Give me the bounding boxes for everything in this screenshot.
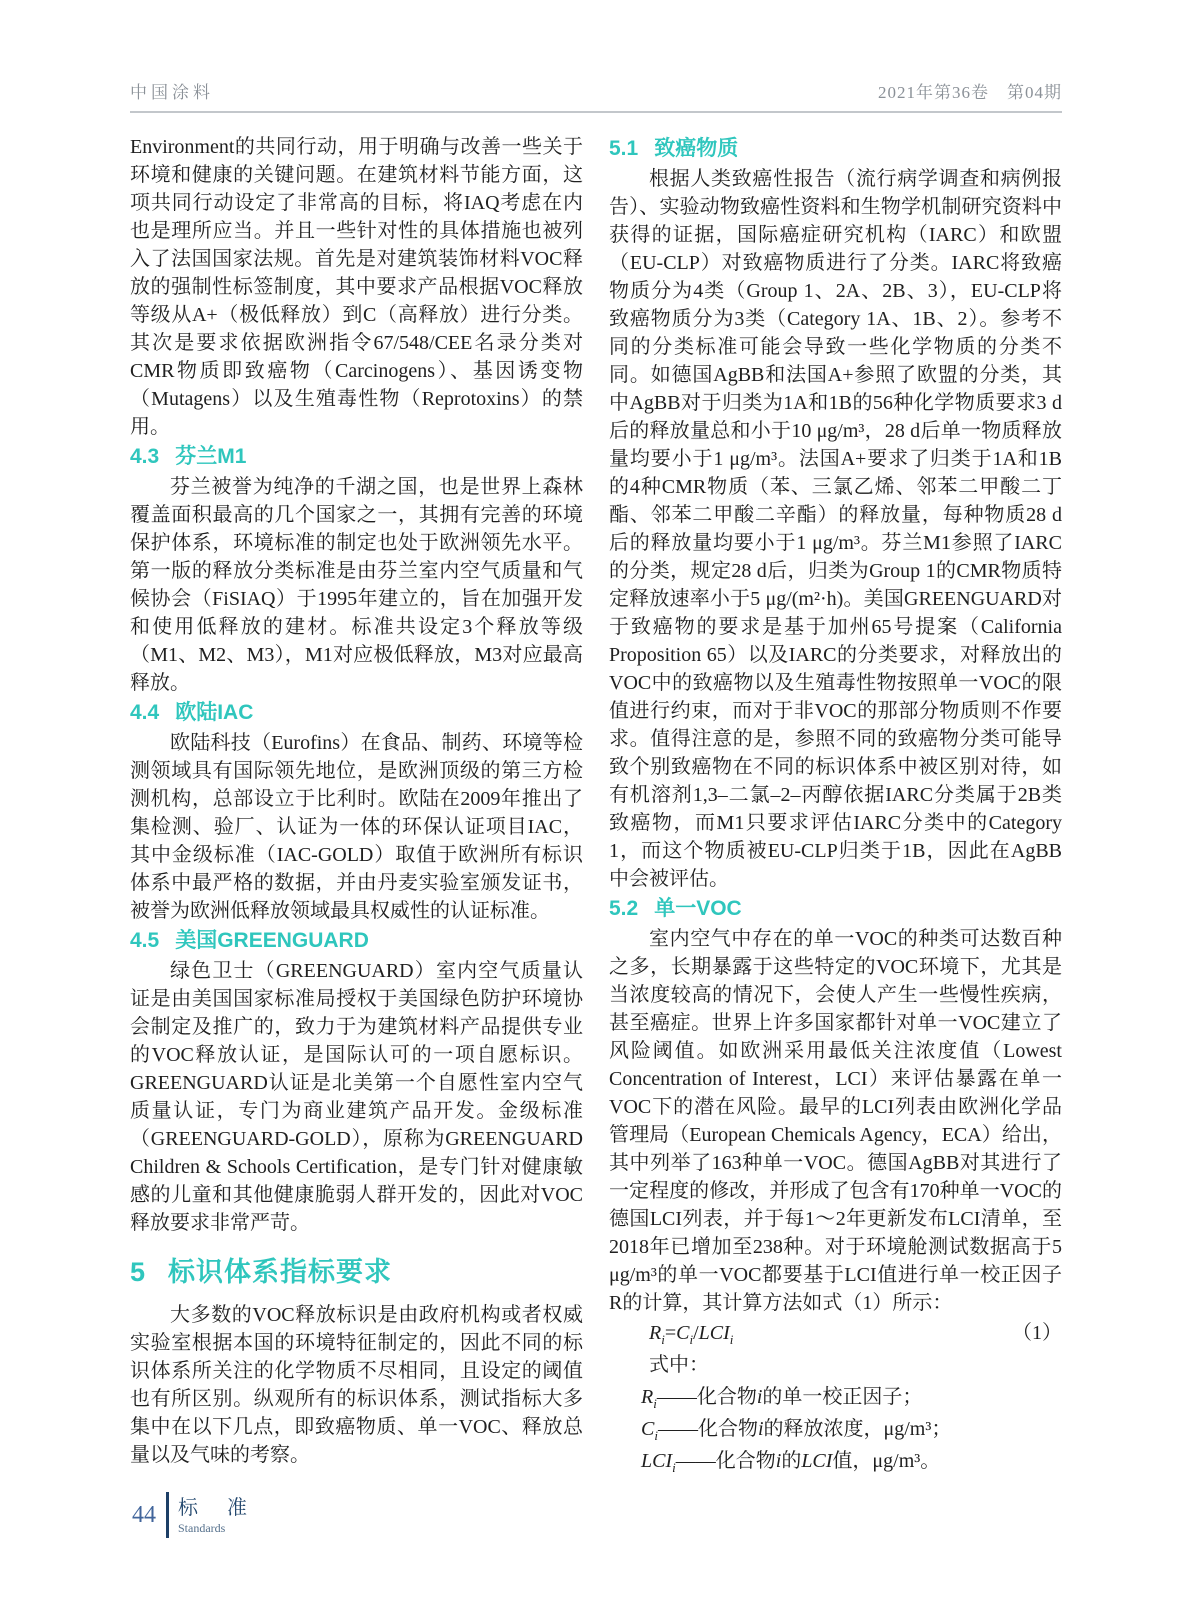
section-title: 芬兰M1 xyxy=(175,445,247,468)
section-title: 美国GREENGUARD xyxy=(175,929,369,952)
definition-ci xyxy=(609,1413,1062,1445)
compound-index: i xyxy=(757,1418,764,1440)
intro-paragraph: Environment的共同行动，用于明确与改善一些关于环境和健康的关键问题。在建筑材料节能方面，这项共同行动设定了非常高的目标，将IAQ考虑在内也是理所应当。并且一些针对性的具体措施也被列入了法国国家法规。首先是对建筑装饰材料VOC释放的强制性标签制度，其中要求产品根据VOC释放等级从A+（极低释放）到C（高释放）进行分类。其次是要求依据欧洲指令67/548/CEE名录分类对CMR物质即致癌物（Carcinogens）、基因诱变物（Mutagens）以及生殖毒性物（Reprotoxins）的禁用。 xyxy=(130,136,583,438)
definition-text: 的单一校正因子； xyxy=(762,1386,923,1408)
footer-section-en: Standards xyxy=(178,1521,226,1535)
page-footer xyxy=(132,1492,259,1538)
section-4-4-paragraph: 欧陆科技（Eurofins）在食品、制药、环境等检测领域具有国际领先地位，是欧洲顶级的第三方检测机构，总部设立于比利时。欧陆在2009年推出了集检测、验厂、认证为一体的环保认证项目IAC，其中金级标准（IAC-GOLD）取值于欧洲所有标识体系中最严格的数据，并由丹麦实验室颁发证书，被誉为欧洲低释放领域最具权威性的认证标准。 xyxy=(130,732,583,922)
definition-text: 值，μg/m³。 xyxy=(832,1450,941,1472)
chapter-title: 标识体系指标要求 xyxy=(168,1257,393,1287)
footer-divider-bar xyxy=(166,1492,169,1538)
symbol: R xyxy=(641,1386,654,1408)
section-5-1-paragraph: 根据人类致癌性报告（流行病学调查和病例报告）、实验动物致癌性资料和生物学机制研究资料中获得的证据，国际癌症研究机构（IARC）和欧盟（EU-CLP）对致癌物质进行了分类。IARC将致癌物质分为4类（Group 1、2A、2B、3），EU-CLP将致癌物质分为3类（Category 1A、1B、2）。参考不同的分类标准可能会导致一些化学物质的分类不同。如德国AgBB和法国A+参照了欧盟的分类，其中AgBB对于归类为1A和1B的56种化学物质要求3 d后的释放量总和小于10 μg/m³，28 d后单一物质释放量均要小于1 μg/m³。法国A+要求了归类于1A和1B的4种CMR物质（苯、三氯乙烯、邻苯二甲酸二丁酯、邻苯二甲酸二辛酯）的释放量，每种物质28 d后的释放量均要小于1 μg/m³。芬兰M1参照了IARC的分类，规定28 d后，归类为Group 1的CMR物质特定释放速率小于5 μg/(m²·h)。美国GREENGUARD对于致癌物的要求是基于加州65号提案（California Proposition 65）以及IARC的分类要求，对释放出的VOC中的致癌物以及生殖毒性物按照单一VOC的限值进行约束，而对于非VOC的那部分物质则不作要求。值得注意的是，参照不同的致癌物分类可能导致个别致癌物在不同的标识体系中被区别对待，如有机溶剂1,3–二氯–2–丙醇依据IARC分类属于2B类致癌物，而M1只要求评估IARC分类中的Category 1，而这个物质被EU-CLP归类于1B，因此在AgBB中会被评估。 xyxy=(609,168,1062,890)
section-heading-4-5 xyxy=(130,926,583,956)
lci-term: LCI xyxy=(801,1450,833,1472)
section-heading-5-2 xyxy=(609,894,1062,924)
chapter-heading-5 xyxy=(130,1255,583,1289)
symbol-subscript: i xyxy=(653,1396,657,1411)
definition-text: 化合物 xyxy=(715,1450,776,1472)
equals-sign: = xyxy=(664,1322,677,1344)
equation-numerator: C xyxy=(676,1322,690,1344)
section-number: 5.1 xyxy=(609,137,639,160)
section-number: 4.3 xyxy=(130,445,160,468)
definition-dash: —— xyxy=(675,1450,716,1472)
definition-text: 的释放浓度，μg/m³； xyxy=(763,1418,952,1440)
definition-lci xyxy=(609,1445,1062,1477)
symbol: C xyxy=(641,1418,655,1440)
equation-denominator-subscript: i xyxy=(729,1332,734,1347)
section-heading-4-3 xyxy=(130,442,583,472)
definition-text: 的 xyxy=(781,1450,802,1472)
section-title: 单一VOC xyxy=(654,897,742,920)
section-4-3-paragraph: 芬兰被誉为纯净的千湖之国，也是世界上森林覆盖面积最高的几个国家之一，其拥有完善的环境保护体系，环境标准的制定也处于欧洲领先水平。第一版的释放分类标准是由芬兰室内空气质量和气候协会（FiSIAQ）于1995年建立的，旨在加强开发和使用低释放的建材。标准共设定3个释放等级（M1、M2、M3），M1对应极低释放，M3对应最高释放。 xyxy=(130,476,583,694)
definition-text: 化合物 xyxy=(697,1418,758,1440)
section-number: 5.2 xyxy=(609,897,639,920)
page-number: 44 xyxy=(132,1501,156,1528)
page-header xyxy=(130,78,1062,113)
equation-denominator: LCI xyxy=(698,1322,730,1344)
section-heading-4-4 xyxy=(130,698,583,728)
equation-expression xyxy=(649,1317,733,1349)
left-column xyxy=(130,133,583,1477)
equation-number: （1） xyxy=(1012,1322,1062,1344)
footer-section-labels xyxy=(178,1495,259,1535)
compound-index: i xyxy=(756,1386,763,1408)
section-4-5-paragraph: 绿色卫士（GREENGUARD）室内空气质量认证是由美国国家标准局授权于美国绿色防护环境协会制定及推广的，致力于为建筑材料产品提供专业的VOC释放认证，是国际认可的一项自愿标识。GREENGUARD认证是北美第一个自愿性室内空气质量认证，专门为商业建筑产品开发。金级标准（GREENGUARD-GOLD），原称为GREENGUARD Children & Schools Certification，是专门针对健康敏感的儿童和其他健康脆弱人群开发的，因此对VOC释放要求非常严苛。 xyxy=(130,960,583,1234)
chapter-number: 5 xyxy=(130,1257,147,1287)
symbol-subscript: i xyxy=(654,1428,658,1443)
symbol-subscript: i xyxy=(672,1460,676,1475)
chapter-5-paragraph: 大多数的VOC释放标识是由政府机构或者权威实验室根据本国的环境特征制定的，因此不同的标识体系所关注的化学物质不尽相同，且设定的阈值也有所区别。纵观所有的标识体系，测试指标大多集中在以下几点，即致癌物质、单一VOC、释放总量以及气味的考察。 xyxy=(130,1304,583,1466)
section-title: 欧陆IAC xyxy=(175,701,254,724)
compound-index: i xyxy=(775,1450,782,1472)
symbol: LCI xyxy=(641,1450,673,1472)
page-content xyxy=(130,133,1062,1477)
division-slash: / xyxy=(693,1322,699,1344)
definition-dash: —— xyxy=(656,1386,697,1408)
equation-1 xyxy=(609,1317,1062,1349)
right-column xyxy=(609,133,1062,1477)
issue-info: 2021年第36卷 第04期 xyxy=(878,83,1062,102)
definition-text: 化合物 xyxy=(696,1386,757,1408)
section-heading-5-1 xyxy=(609,134,1062,164)
section-title: 致癌物质 xyxy=(654,137,739,160)
where-label: 式中： xyxy=(649,1354,709,1376)
equation-lhs: R xyxy=(649,1322,662,1344)
journal-name: 中国涂料 xyxy=(130,83,214,102)
section-number: 4.5 xyxy=(130,929,160,952)
footer-section-cn: 标 准 xyxy=(178,1497,259,1519)
definition-dash: —— xyxy=(657,1418,698,1440)
section-number: 4.4 xyxy=(130,701,160,724)
equation-lhs-subscript: i xyxy=(661,1332,665,1347)
section-5-2-paragraph: 室内空气中存在的单一VOC的种类可达数百种之多，长期暴露于这些特定的VOC环境下，尤其是当浓度较高的情况下，会使人产生一些慢性疾病，甚至癌症。世界上许多国家都针对单一VOC建立了风险阈值。如欧洲采用最低关注浓度值（Lowest Concentration of Interest，LCI）来评估暴露在单一VOC下的潜在风险。最早的LCI列表由欧洲化学品管理局（European Chemicals Agency，ECA）给出，其中列举了163种单一VOC。德国AgBB对其进行了一定程度的修改，并形成了包含有170种单一VOC的德国LCI列表，并于每1～2年更新发布LCI清单，至2018年已增加至238种。对于环境舱测试数据高于5 μg/m³的单一VOC都要基于LCI值进行单一校正因子R的计算，其计算方法如式（1）所示： xyxy=(609,928,1062,1314)
definition-ri xyxy=(609,1381,1062,1413)
equation-numerator-subscript: i xyxy=(689,1332,694,1347)
